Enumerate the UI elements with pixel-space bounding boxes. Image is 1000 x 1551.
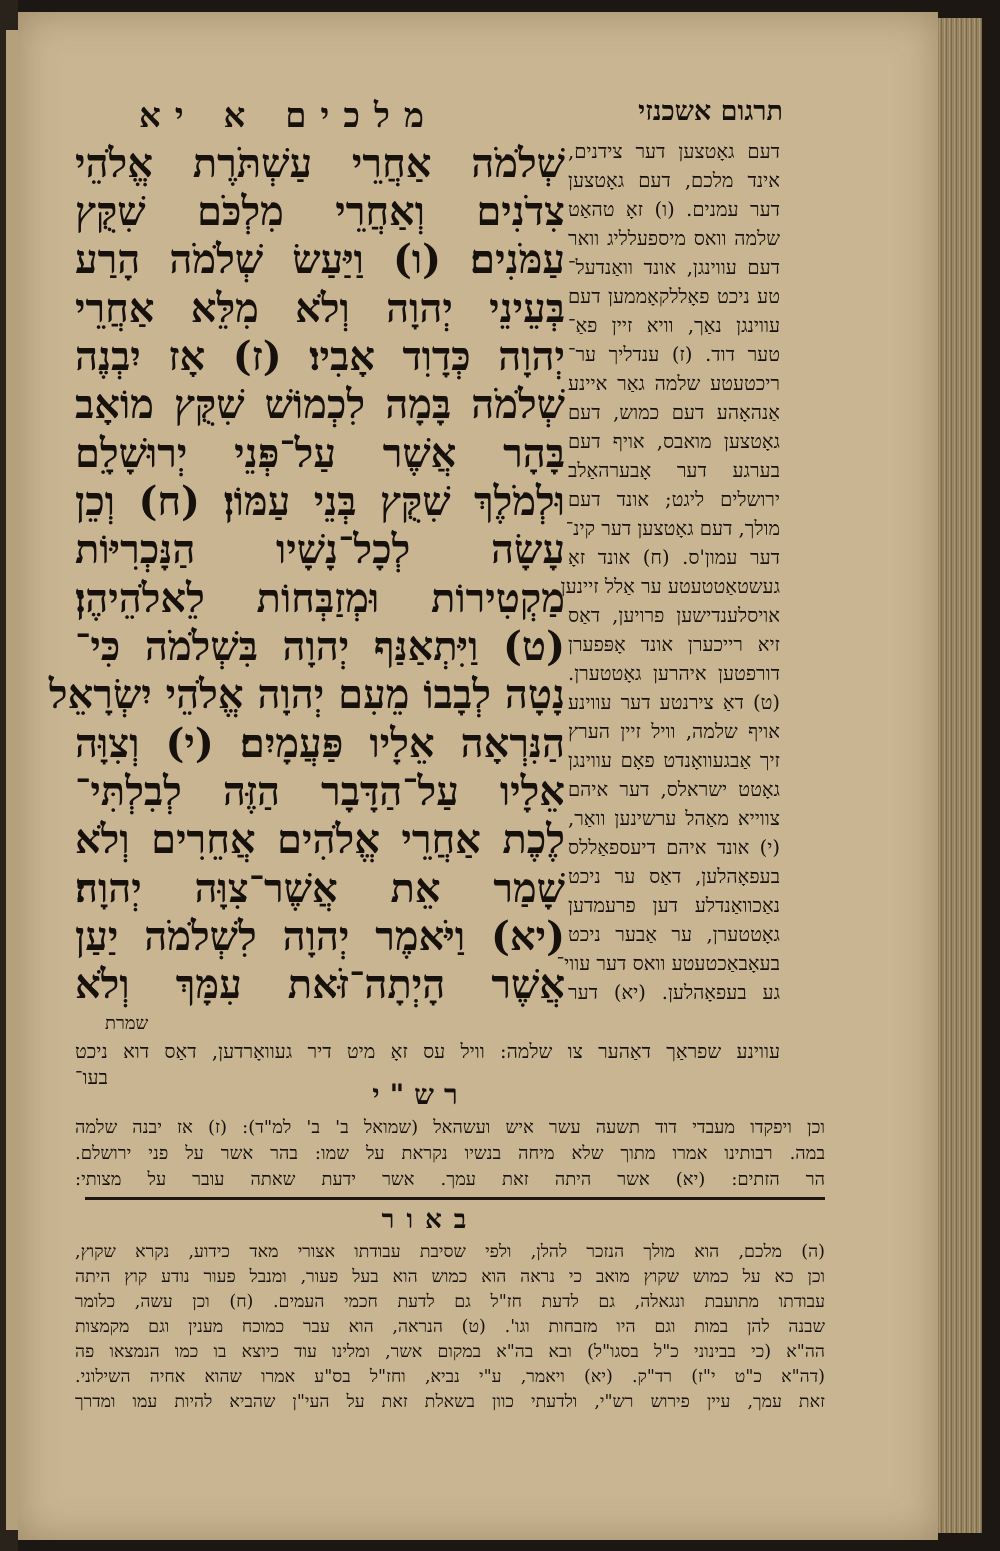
biur-line: הה"א (כי בבינוני כ"ל בסגו"ל) ובא בה"א במקום אשר, ומלינו עוד כיוצא בו כמו הנמצאו פה — [75, 1342, 825, 1362]
targum-line: דורפטען איהרען גאָטטערן. — [568, 662, 780, 685]
main-text-line: עַמֹּנִים׃ (ו) וַיַּעַשׂ שְׁלֹמֹה הָרַע — [75, 236, 565, 283]
targum-line: ריכטעטע שלמה גאַר איינע — [568, 372, 780, 395]
targum-line: בעפאָהלען, דאַס ער ניכט — [568, 865, 780, 888]
targum-line: ירושלים ליגט; אונד דעם — [568, 488, 780, 511]
main-text-line: שְׁלֹמֹה אַחֲרֵי עַשְׁתֹּרֶת אֱלֹהֵי — [75, 140, 565, 187]
targum-line: זיא רייכערן אונד אָפּפערן — [568, 633, 780, 656]
targum-line: טער דוד. (ז) ענדליך ער־ — [568, 343, 780, 366]
section-divider — [85, 1197, 825, 1200]
targum-line: דעם עווינגן, אונד וואַנדעל־ — [568, 256, 780, 279]
targum-line: אויף שלמה, וויל זיין הערץ — [568, 720, 780, 743]
catchword: שמרת — [105, 1013, 149, 1034]
main-text-line: (יא) וַיֹּאמֶר יְהוָה לִשְׁלֹמֹה יַעַן — [75, 913, 565, 960]
main-text-line: לֶכֶת אַחֲרֵי אֱלֹהִים אֲחֵרִים וְלֹא — [75, 816, 565, 863]
targum-line: גאָטצען מואבס, אויף דעם — [568, 430, 780, 453]
targum-line: זיך אַבגעוואָנדט פאָם עווינגן — [568, 749, 780, 772]
targum-continuation-fragment: בעו־ — [75, 1066, 108, 1089]
biur-line: זאת עמך, עיין פירוש רש"י, ולדעתי כוון בשאלת זאת על העי"ן שהביא להיות עמו ומדרך — [75, 1392, 825, 1412]
targum-line: גע בעפאָהלען. (יא) דער — [568, 981, 780, 1004]
page-header-targum-title: תרגום אשכנזי — [638, 96, 783, 127]
targum-line: דער עמנים. (ו) זאָ טהאַט — [568, 198, 780, 221]
targum-column — [556, 140, 780, 1040]
main-text-line: בְּעֵינֵי יְהוָה וְלֹא מִלֵּא אַחֲרֵי — [75, 285, 565, 332]
rashi-line: וכן ויפקדו מעבדי דוד תשעה עשר איש ועשהאל (שמואל ב' ב' למ"ד): (ז) אז יבנה שלמה — [75, 1117, 825, 1138]
facing-page-edge — [6, 30, 18, 1530]
targum-line: דעם גאָטצען דער צידנים, — [568, 140, 780, 163]
main-text-line: נָטָה לְבָבוֹ מֵעִם יְהוָה אֱלֹהֵי יִשְׂרָאֵל — [48, 671, 565, 718]
targum-line: שלמה וואס מיספעלליג וואר — [568, 227, 780, 250]
page-edges — [938, 18, 982, 1533]
main-text-line: הַנִּרְאָה אֵלָיו פַּעֲמָיִם׃ (י) וְצִוָּה — [75, 720, 565, 767]
targum-line: בעאָבאַכטעטע וואס דער עווי־ — [556, 952, 780, 975]
main-text-line: עָשָׂה לְכָל־נָשָׁיו הַנָּכְרִיּוֹת — [75, 526, 565, 573]
targum-line: גאָטט ישראלס, דער איהם — [568, 778, 780, 801]
targum-line: עווינגן נאַך, וויא זיין פאַ־ — [568, 314, 780, 337]
biur-title: באור — [381, 1205, 479, 1235]
main-text-line: אֵלָיו עַל־הַדָּבָר הַזֶּה לְבִלְתִּי־ — [75, 768, 565, 815]
targum-line: אַנהאָהע דעם כמוש, דעם — [568, 401, 780, 424]
page-header-book-title: מלכים א יא — [138, 96, 438, 136]
biur-line: עבודתו מתועבת ונגאלה, גם לדעת חז"ל גם לדעת חכמי העמים. (ח) וכן עשה, כלומר — [75, 1292, 825, 1312]
biur-line: (ה) מלכם, הוא מולך הנזכר להלן, ולפי שסיבת עבודתו אצורי מאד כידוע, נקרא שקוץ, — [75, 1242, 825, 1262]
targum-line: (י) אונד איהם דיעספאַללס — [568, 836, 780, 859]
main-text-line: (ט) וַיִּתְאַנַּף יְהוָה בִּשְׁלֹמֹה כִּי־ — [75, 623, 565, 670]
targum-line: נאַכוואַנדלע דען פרעמדען — [568, 894, 780, 917]
targum-continuation-line: עווינע שפראַך דאַהער צו שלמה: וויל עס זאָ מיט דיר געוואָרדען, דאַס דוא ניכט — [75, 1040, 780, 1063]
targum-line: אינד מלכם, דעם גאָטצען — [568, 169, 780, 192]
targum-line: (ט) דאַ צירנטע דער עווינע — [568, 691, 780, 714]
main-text-line: אֲשֶׁר הָיְתָה־זֹּאת עִמָּךְ וְלֹא — [75, 961, 565, 1008]
targum-line: געשטאַטטעטע ער אַלל זיינען — [560, 575, 780, 598]
main-text-line: וּלְמֹלֶךְ שִׁקֻּץ בְּנֵי עַמּוֹן׃ (ח) וְכֵן — [75, 478, 565, 525]
rashi-line: במה. רבותינו אמרו מתוך שלא מיחה בנשיו נקראת על שמו: בהר אשר על פני ירושלם. — [75, 1143, 825, 1164]
main-text-column — [48, 140, 565, 1008]
rashi-line: הר הזתים: (יא) אשר היתה זאת עמך. אשר ידעת שאתה עובר על מצותי: — [75, 1169, 825, 1190]
targum-line: גאָטטערן, ער אַבער ניכט — [568, 923, 780, 946]
biur-line: (דה"א כ"ט י"ז) רד"ק. (יא) ויאמר, ע"י נביא, וחז"ל בס"ע אמרו שהוא אחיה השילוני. — [75, 1367, 825, 1387]
targum-line: דער עמון'ס. (ח) אונד זאָ — [568, 546, 780, 569]
targum-line: בערגע דער אָבערהאַלב — [568, 459, 780, 482]
targum-line: אויסלענדישען פרויען, דאַס — [568, 604, 780, 627]
biur-line: שבנה להן במות וגם היו מזבחות וגו'. (ט) הנראה, הוא עבר כמוכח מענין וגם מקמצות — [75, 1317, 825, 1337]
main-text-line: שְׁלֹמֹה בָּמָה לִכְמוֹשׁ שִׁקֻּץ מוֹאָב — [75, 381, 565, 428]
main-text-line: בָּהָר אֲשֶׁר עַל־פְּנֵי יְרוּשָׁלָ͏ִם — [75, 430, 565, 477]
biur-line: וכן כא על כמוש שקוץ מואב כי נראה הוא כמוש הוא בעל פעור, ומנבל פעור נודע קוץ היתה — [75, 1267, 825, 1287]
main-text-line: צִדֹנִים וְאַחֲרֵי מִלְכֹּם שִׁקֻּץ — [75, 188, 565, 235]
targum-line: מולך, דעם גאָטצען דער קינ־ — [565, 517, 780, 540]
rashi-title: רש"י — [372, 1078, 468, 1111]
targum-line: צווייא מאַהל ערשינען וואַר, — [568, 807, 780, 830]
main-text-line: מַקְטִירוֹת וּמְזַבְּחוֹת לֵאלֹהֵיהֶן׃ — [75, 575, 565, 622]
main-text-line: יְהוָה כְּדָוִד אָבִיו׃ (ז) אָז יִבְנֶה — [75, 333, 565, 380]
targum-line: טע ניכט פאָללקאָממען דעם — [568, 285, 780, 308]
main-text-line: שָׁמַר אֵת אֲשֶׁר־צִוָּה יְהוָה׃ — [75, 865, 565, 912]
